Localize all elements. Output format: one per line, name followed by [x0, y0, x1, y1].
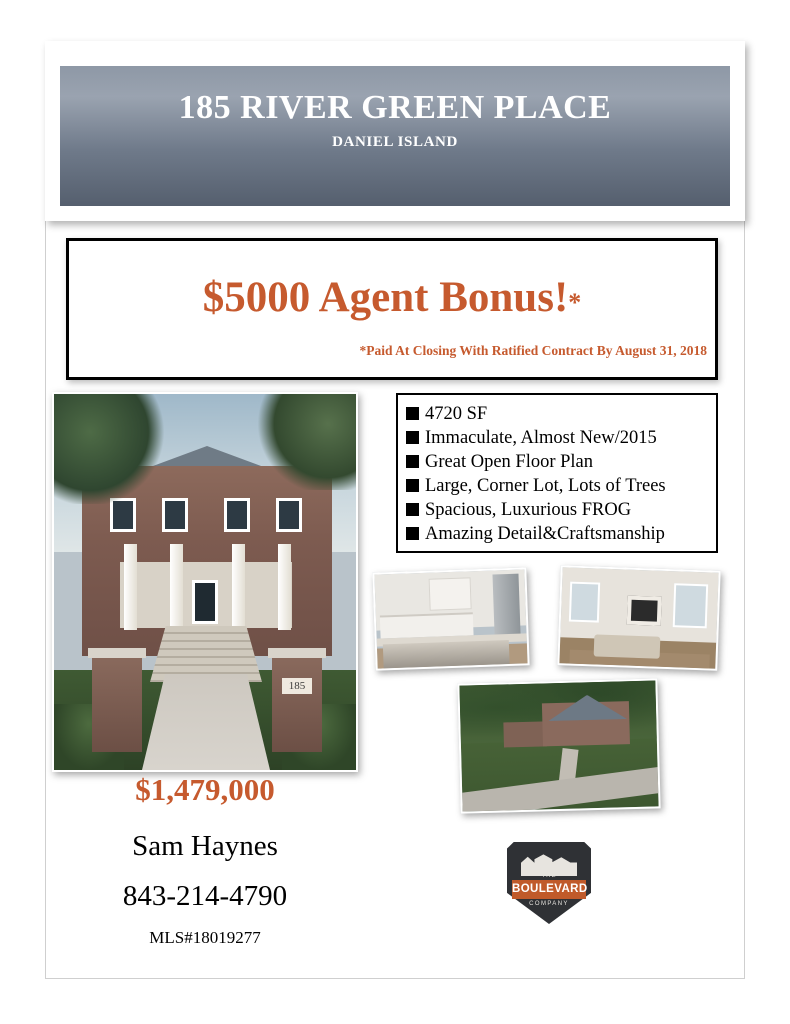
kitchen-photo — [372, 567, 529, 670]
title-banner — [60, 66, 730, 206]
list-item — [406, 498, 710, 522]
living-room-photo — [557, 565, 720, 671]
mls-number: MLS#18019277 — [149, 928, 261, 947]
square-bullet-icon — [406, 407, 419, 420]
photo-column — [170, 544, 183, 630]
photo-tree — [256, 392, 358, 490]
photo-window — [673, 583, 709, 628]
photo-brick-pillar — [272, 656, 322, 752]
agent-name: Sam Haynes — [132, 830, 278, 862]
photo-column — [124, 544, 137, 630]
square-bullet-icon — [406, 503, 419, 516]
features-box — [396, 393, 718, 553]
address-number-plate: 185 — [282, 678, 312, 694]
feature-label: Large, Corner Lot, Lots of Trees — [425, 476, 666, 496]
photo-refrigerator — [492, 574, 520, 637]
list-item — [406, 426, 710, 450]
photo-range-hood — [429, 577, 472, 610]
square-bullet-icon — [406, 455, 419, 468]
square-bullet-icon — [406, 527, 419, 540]
feature-label: Amazing Detail&Craftsmanship — [425, 524, 665, 544]
photo-kitchen-island — [383, 640, 510, 668]
feature-label: Spacious, Luxurious FROG — [425, 500, 632, 520]
agent-bonus-asterisk: * — [568, 288, 582, 317]
photo-pillar-cap — [88, 648, 146, 658]
page-title: 185 RIVER GREEN PLACE — [178, 89, 612, 126]
list-item — [406, 450, 710, 474]
photo-pillar-cap — [268, 648, 326, 658]
brokerage-logo — [507, 842, 591, 924]
listing-price: $1,479,000 — [135, 772, 275, 807]
photo-front-door — [192, 580, 218, 624]
logo-name-band — [512, 880, 586, 899]
photo-tree — [52, 392, 168, 504]
photo-fireplace — [626, 596, 661, 626]
logo-company-text: COMPANY — [529, 901, 569, 907]
logo-the-text: THE — [541, 873, 557, 879]
agent-bonus-headline — [69, 273, 715, 322]
front-exterior-photo — [52, 392, 358, 772]
photo-sofa — [594, 634, 661, 658]
photo-window — [569, 582, 600, 623]
title-banner-container — [45, 41, 745, 221]
photo-steps — [150, 626, 262, 682]
photo-column — [278, 544, 291, 630]
list-item — [406, 522, 710, 546]
agent-bonus-box — [66, 238, 718, 380]
photo-brick-pillar — [92, 656, 142, 752]
list-item — [406, 402, 710, 426]
feature-label: Great Open Floor Plan — [425, 452, 594, 472]
page-subtitle: DANIEL ISLAND — [332, 134, 458, 150]
photo-neighbor-house — [503, 721, 547, 747]
photo-cabinets — [380, 613, 474, 639]
feature-label: Immaculate, Almost New/2015 — [425, 428, 657, 448]
feature-label: 4720 SF — [425, 404, 488, 424]
list-item — [406, 474, 710, 498]
agent-bonus-text: $5000 Agent Bonus! — [202, 274, 569, 321]
square-bullet-icon — [406, 431, 419, 444]
photo-window — [224, 498, 250, 532]
photo-column — [232, 544, 245, 630]
logo-name-text: BOULEVARD — [512, 883, 588, 895]
square-bullet-icon — [406, 479, 419, 492]
photo-window — [276, 498, 302, 532]
agent-bonus-fine-print: *Paid At Closing With Ratified Contract By August 31, 2018 — [359, 343, 707, 358]
agent-phone: 843-214-4790 — [122, 880, 288, 912]
aerial-view-photo — [457, 678, 660, 813]
